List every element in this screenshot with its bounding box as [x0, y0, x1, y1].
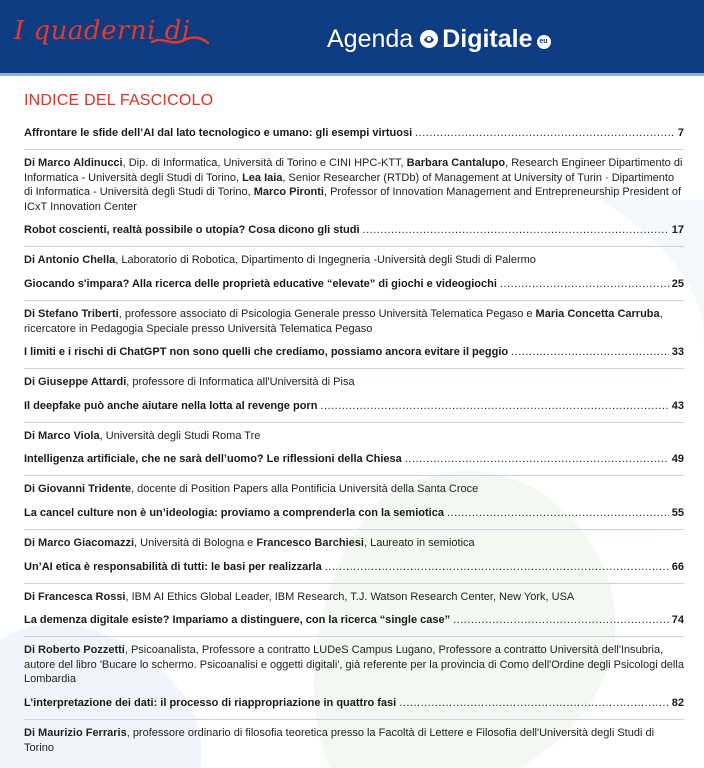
author-name: Barbara Cantalupo — [406, 157, 506, 169]
toc-entry — [24, 452, 684, 497]
author-name: Di Marco Aldinucci — [24, 157, 123, 169]
agenda-digitale-logo — [327, 22, 551, 56]
author-affiliation: , Università degli Studi Roma Tre — [99, 429, 261, 442]
toc-dot-leader — [500, 277, 669, 291]
toc-entry-title-link[interactable] — [24, 613, 684, 627]
author-affiliation: , Laureato in semiotica — [363, 536, 475, 549]
toc-entry-title-link[interactable] — [24, 345, 684, 359]
toc-entry-title-link[interactable] — [24, 696, 684, 710]
author-name: Marco Pironti — [253, 186, 324, 199]
brand-word-digitale: Digitale — [442, 24, 533, 53]
toc-entry — [24, 399, 684, 444]
author-name: Francesco Barchiesi — [256, 536, 364, 549]
toc-entry-authors — [24, 719, 684, 755]
toc-dot-leader — [399, 696, 669, 710]
author-name: Di Antonio Chella — [24, 254, 116, 267]
toc-entry-page-number: 7 — [677, 127, 684, 139]
author-affiliation: , Dip. di Informatica, Università di Torino e CINI HPC-KTT, — [122, 157, 407, 169]
toc-entry — [24, 223, 684, 268]
author-name: Maria Concetta Carruba — [535, 307, 660, 320]
toc-entry-authors — [24, 300, 684, 336]
toc-dot-leader — [415, 126, 675, 140]
toc-dot-leader — [453, 613, 669, 627]
page-header — [0, 0, 704, 76]
toc-entry — [24, 560, 684, 605]
toc-dot-leader — [320, 399, 668, 413]
toc-entry-page-number: 25 — [671, 277, 684, 290]
toc-entry-page-number: 55 — [671, 506, 684, 519]
author-name: Di Francesca Rossi — [24, 590, 126, 603]
author-name: Di Giovanni Tridente — [24, 483, 131, 496]
toc-entry-page-number: 43 — [671, 399, 684, 412]
author-affiliation: , Università di Bologna e — [134, 536, 257, 549]
author-affiliation: , docente di Position Papers alla Pontificia Università della Santa Croce — [130, 483, 479, 496]
toc-entry-title: Robot coscienti, realtà possibile o utopia? Cosa dicono gli studi — [24, 224, 360, 237]
toc-entry-title: La cancel culture non è un’ideologia: proviamo a comprenderla con la semiotica — [24, 506, 444, 519]
toc-entry-page-number: 49 — [671, 453, 684, 466]
toc-entry-authors — [24, 149, 684, 214]
toc-entry-title-link[interactable] — [24, 223, 684, 237]
toc-dot-leader — [405, 452, 669, 466]
author-affiliation: , professore ordinario di filosofia teoretica presso la Facoltà di Lettere e Filosofia dell'Università degli Studi di Torino — [24, 726, 655, 754]
toc-entry — [24, 345, 684, 390]
author-name: Di Maurizio Ferraris — [24, 726, 127, 739]
toc-entry-title-link[interactable] — [24, 126, 684, 140]
toc-entry-authors — [24, 475, 684, 497]
toc-entry-authors — [24, 422, 684, 444]
toc-entry-authors — [24, 529, 684, 551]
author-name: Di Stefano Triberti — [24, 307, 119, 320]
toc-entry-title: Intelligenza artificiale, che ne sarà dell’uomo? Le riflessioni della Chiesa — [24, 453, 402, 466]
toc-entry — [24, 613, 684, 687]
toc-entry-authors — [24, 246, 684, 268]
toc-heading: INDICE DEL FASCICOLO — [24, 92, 214, 109]
toc-entry-title: Giocando s'impara? Alla ricerca delle proprietà educative “elevate” di giochi e videogiochi — [24, 277, 497, 290]
author-affiliation: , ricercatore in Pedagogia Speciale presso Università Telematica Pegaso — [24, 307, 663, 335]
toc-entry-authors — [24, 636, 684, 687]
toc-dot-leader — [447, 506, 669, 520]
toc-entry — [24, 277, 684, 336]
toc-entry-title: Il deepfake può anche aiutare nella lotta al revenge porn — [24, 399, 318, 412]
toc-entry — [24, 126, 684, 214]
author-affiliation: , Psicoanalista, Professore a contratto LUDeS Campus Lugano, Professore a contratto Università dell'Insubria, autore del libro 'Bucare lo schermo. Psicoanalisi e oggetti digitali', già referente per la provincia di Como dell'Ordine degli Psicologi della Lombardia — [24, 644, 684, 686]
toc-entry-title: I limiti e i rischi di ChatGPT non sono quelli che crediamo, possiamo ancora evitare il peggio — [24, 346, 509, 359]
author-affiliation: , Research Engineer Dipartimento di Informatica - Università degli Studi di Torino, — [24, 157, 683, 184]
toc-entry-page-number: 17 — [671, 224, 684, 237]
author-name: Di Marco Viola — [24, 429, 100, 442]
author-affiliation: , professore di Informatica all'Università di Pisa — [126, 376, 355, 389]
toc-dot-leader — [511, 345, 669, 359]
table-of-contents — [24, 92, 684, 764]
agenda-digitale-logo-icon — [419, 29, 439, 49]
toc-entry — [24, 506, 684, 551]
toc-entry — [24, 696, 684, 755]
toc-entry-authors — [24, 583, 684, 605]
author-name: Di Marco Giacomazzi — [24, 536, 135, 549]
toc-dot-leader — [363, 223, 669, 237]
toc-entry-title-link[interactable] — [24, 277, 684, 291]
series-name: I quaderni di — [14, 16, 191, 46]
brand-badge: eu — [537, 35, 551, 49]
toc-entry-title: L’interpretazione dei dati: il processo di riappropriazione in quattro fasi — [24, 696, 397, 709]
toc-entry-page-number: 74 — [671, 614, 684, 627]
toc-entry-authors — [24, 368, 684, 390]
author-affiliation: , Professor of Innovation Management and Entrepreneurship President of ICxT Innovation Center — [24, 186, 682, 213]
toc-list — [24, 126, 684, 755]
toc-entry-title-link[interactable] — [24, 452, 684, 466]
toc-entry-title-link[interactable] — [24, 506, 684, 520]
toc-entry-title-link[interactable] — [24, 399, 684, 413]
author-name: Di Giuseppe Attardi — [24, 376, 127, 389]
toc-entry-title-link[interactable] — [24, 560, 684, 574]
author-affiliation: , Laboratorio di Robotica, Dipartimento di Ingegneria -Università degli Studi di Palermo — [115, 254, 536, 267]
author-name: Di Roberto Pozzetti — [24, 644, 125, 657]
author-affiliation: , professore associato di Psicologia Generale presso Università Telematica Pegaso e — [118, 307, 536, 320]
toc-entry-page-number: 33 — [671, 346, 684, 359]
toc-dot-leader — [325, 560, 669, 574]
author-affiliation: , IBM AI Ethics Global Leader, IBM Research, T.J. Watson Research Center, New York, USA — [125, 590, 575, 603]
author-affiliation: , Senior Researcher (RTDb) of Management at University of Turin · Dipartimento di Informatica - Università degli Studi di Torino, — [24, 171, 675, 199]
toc-entry-page-number: 66 — [671, 560, 684, 573]
author-name: Lea Iaia — [242, 171, 283, 184]
toc-entry-title: Un’AI etica è responsabilità di tutti: le basi per realizzarla — [24, 560, 322, 573]
toc-entry-title: La demenza digitale esiste? Impariamo a distinguere, con la ricerca “single case” — [24, 614, 451, 627]
toc-entry-title: Affrontare le sfide dell’AI dal lato tecnologico e umano: gli esempi virtuosi — [24, 127, 413, 139]
toc-entry-page-number: 82 — [671, 696, 684, 709]
swoosh-icon — [150, 34, 210, 48]
brand-word-agenda: Agenda — [327, 24, 414, 53]
